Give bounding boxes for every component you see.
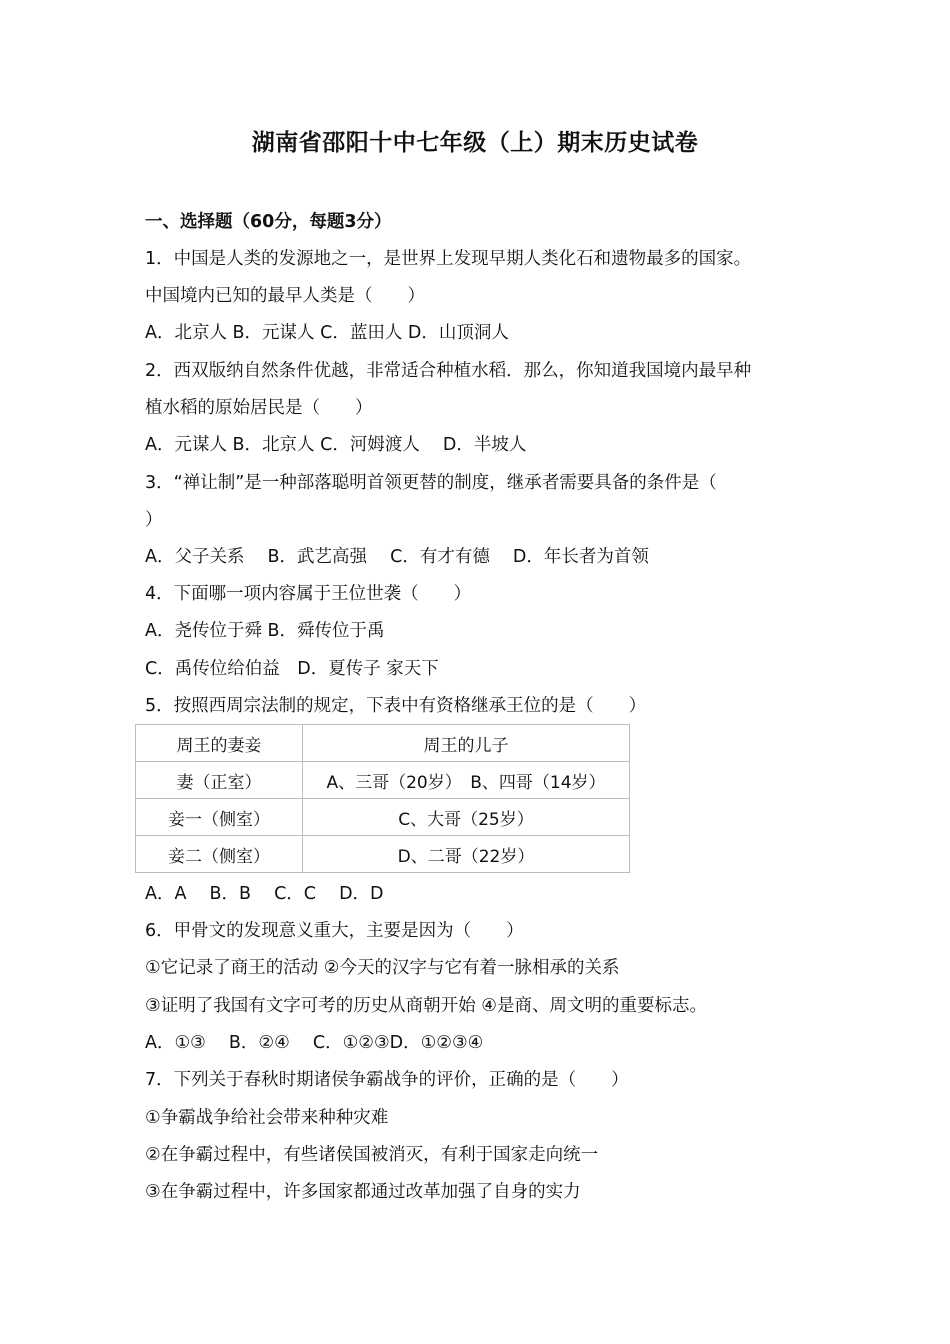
question-1-line-1: 1．中国是人类的发源地之一，是世界上发现早期人类化石和遗物最多的国家。 (145, 249, 752, 269)
table-row (136, 762, 630, 799)
table-cell: 妾二（侧室） (136, 836, 303, 873)
question-6-stem: 6．甲骨文的发现意义重大，主要是因为（ ） (145, 921, 524, 941)
question-1-options: A．北京人 B．元谋人 C．蓝田人 D．山顶洞人 (145, 323, 509, 343)
question-7-statement-1: ①争霸战争给社会带来种种灾难 (145, 1108, 389, 1128)
table-cell: 妻（正室） (136, 762, 303, 799)
table-header-row (136, 725, 630, 762)
question-6-statement-2: ③证明了我国有文字可考的历史从商朝开始 ④是商、周文明的重要标志。 (145, 996, 707, 1016)
question-5-options: A．A B．B C．C D．D (145, 884, 384, 904)
section-heading: 一、选择题（60分，每题3分） (145, 212, 392, 232)
question-3-options: A．父子关系 B．武艺高强 C．有才有德 D．年长者为首领 (145, 547, 649, 567)
table-cell: A、三哥（20岁） B、四哥（14岁） (303, 762, 630, 799)
question-7-stem: 7．下列关于春秋时期诸侯争霸战争的评价，正确的是（ ） (145, 1070, 629, 1090)
table-cell: 妾一（侧室） (136, 799, 303, 836)
succession-table (135, 724, 630, 873)
question-1-line-2: 中国境内已知的最早人类是（ ） (145, 286, 425, 306)
question-4-options-1: A．尧传位于舜 B．舜传位于禹 (145, 621, 385, 641)
table-row (136, 799, 630, 836)
question-4-options-2: C．禹传位给伯益 D．夏传子 家天下 (145, 659, 439, 679)
question-6-statement-1: ①它记录了商王的活动 ②今天的汉字与它有着一脉相承的关系 (145, 958, 620, 978)
question-3-line-2: ） (145, 510, 163, 530)
page-title: 湖南省邵阳十中七年级（上）期末历史试卷 (251, 130, 699, 156)
question-2-line-1: 2．西双版纳自然条件优越，非常适合种植水稻．那么，你知道我国境内最早种 (145, 361, 752, 381)
table-header-cell: 周王的儿子 (303, 725, 630, 762)
question-4-stem: 4．下面哪一项内容属于王位世袭（ ） (145, 584, 472, 604)
question-7-statement-2: ②在争霸过程中，有些诸侯国被消灭，有利于国家走向统一 (145, 1145, 599, 1165)
table-row (136, 836, 630, 873)
question-3-line-1: 3．“禅让制”是一种部落聪明首领更替的制度，继承者需要具备的条件是（ (145, 473, 717, 493)
question-5-stem: 5．按照西周宗法制的规定，下表中有资格继承王位的是（ ） (145, 696, 647, 716)
table-header-cell: 周王的妻妾 (136, 725, 303, 762)
question-6-options: A．①③ B．②④ C．①②③D．①②③④ (145, 1033, 484, 1053)
table-cell: C、大哥（25岁） (303, 799, 630, 836)
question-2-line-2: 植水稻的原始居民是（ ） (145, 398, 373, 418)
table-cell: D、二哥（22岁） (303, 836, 630, 873)
question-7-statement-3: ③在争霸过程中，许多国家都通过改革加强了自身的实力 (145, 1182, 581, 1202)
question-2-options: A．元谋人 B．北京人 C．河姆渡人 D．半坡人 (145, 435, 527, 455)
